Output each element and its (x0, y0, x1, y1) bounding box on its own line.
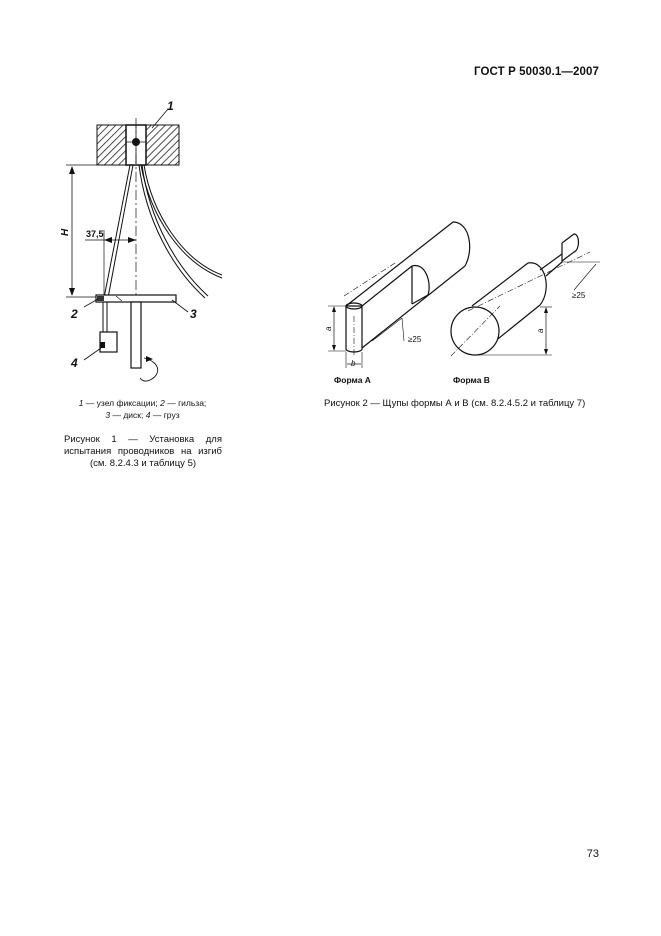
legend-number-1: 1 (78, 398, 84, 408)
probe-form-b (451, 234, 590, 356)
dimension-a-form-a: a (324, 326, 333, 331)
legend-text-1: — узел фиксации; (83, 398, 161, 408)
figure-1-caption: Рисунок 1 — Установка для испытания проводников на изгиб (см. 8.2.4.3 и таблицу 5) (64, 434, 222, 469)
dimension-ge25-form-b: ≥25 (572, 291, 586, 300)
label-form-a: Форма A (334, 375, 371, 385)
label-form-b: Форма B (453, 375, 490, 385)
dimension-a-form-b: a (536, 328, 545, 333)
dimension-h: H (60, 228, 71, 236)
callout-4: 4 (71, 356, 78, 370)
dimension-b: b (351, 359, 356, 368)
figure-2-drawing (0, 0, 661, 400)
legend-number-2: 2 (160, 398, 165, 408)
legend-text-4: — груз (150, 410, 180, 420)
figure-1-legend (60, 397, 225, 421)
legend-text-3: — диск; (110, 410, 146, 420)
callout-2: 2 (71, 307, 78, 321)
callout-3: 3 (190, 307, 197, 321)
legend-number-4: 4 (145, 410, 151, 420)
callout-1: 1 (167, 99, 174, 113)
page-number: 73 (586, 848, 599, 860)
document-code: ГОСТ Р 50030.1—2007 (474, 66, 599, 78)
legend-number-3: 3 (105, 410, 111, 420)
dimension-ge25-form-a: ≥25 (408, 335, 422, 344)
dimension-37-5: 37,5 (86, 229, 104, 239)
figure-2-caption: Рисунок 2 — Щупы формы А и В (см. 8.2.4.5.2 и таблицу 7) (324, 398, 586, 409)
legend-text-2: — гильза; (164, 398, 207, 408)
